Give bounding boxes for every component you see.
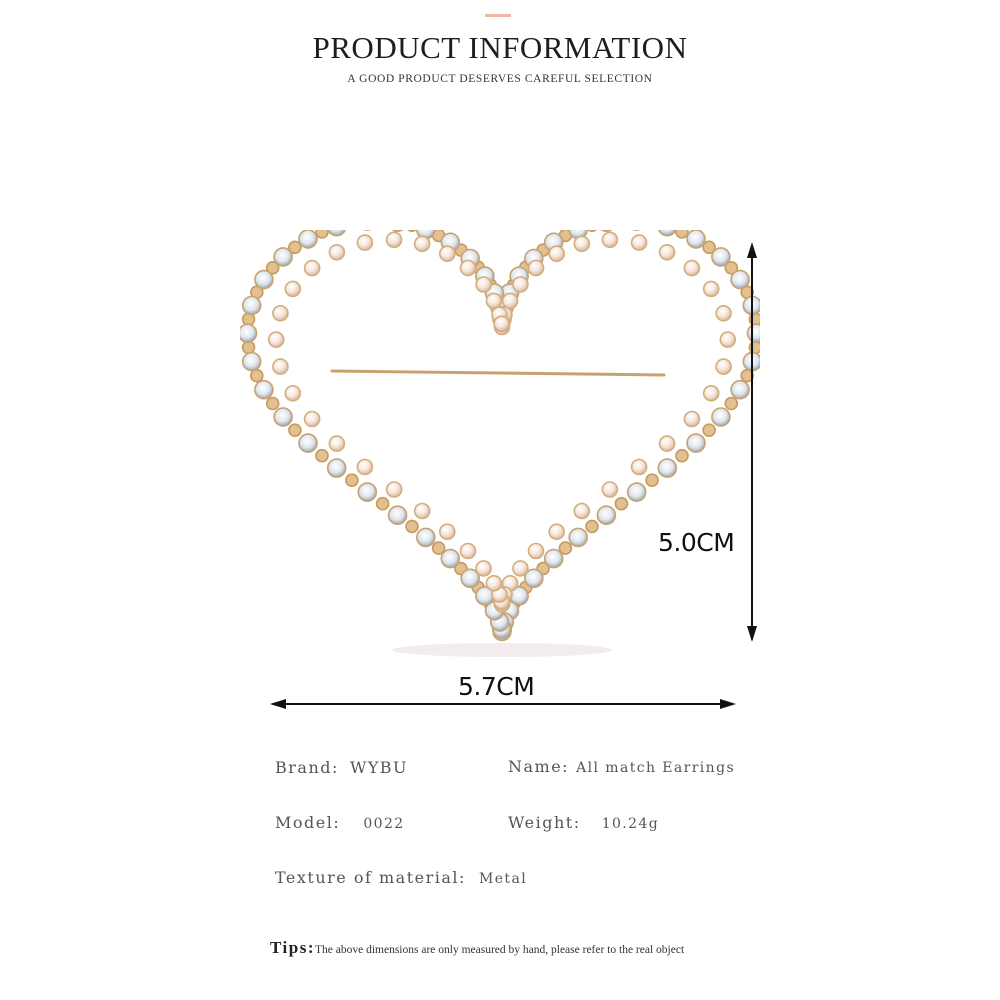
page-title: PRODUCT INFORMATION bbox=[312, 30, 688, 65]
pearl-bead bbox=[602, 232, 617, 247]
gold-frame-bead bbox=[406, 520, 418, 532]
height-dimension-arrow bbox=[742, 240, 762, 644]
pearl-bead bbox=[503, 293, 518, 308]
crystal-stone bbox=[687, 434, 705, 452]
height-dimension-label: 5.0CM bbox=[658, 528, 735, 557]
brand-value: WYBU bbox=[349, 758, 408, 777]
name-value: All match Earrings bbox=[576, 760, 736, 776]
pearl-bead bbox=[305, 412, 320, 427]
pearl-bead bbox=[660, 245, 675, 260]
crystal-stone bbox=[658, 459, 676, 477]
pearl-bead bbox=[285, 386, 300, 401]
pearl-bead bbox=[549, 246, 564, 261]
pearl-bead bbox=[415, 236, 430, 251]
crystal-stone bbox=[441, 550, 459, 568]
gold-frame-bead bbox=[615, 498, 627, 510]
gold-frame-bead bbox=[646, 474, 658, 486]
page-subtitle: A GOOD PRODUCT DESERVES CAREFUL SELECTION bbox=[347, 73, 653, 85]
brooch-shadow bbox=[392, 643, 612, 657]
gold-frame-bead bbox=[267, 398, 279, 410]
pearl-bead bbox=[476, 561, 491, 576]
pearl-bead bbox=[305, 261, 320, 276]
pearl-bead bbox=[461, 544, 476, 559]
crystal-stone bbox=[545, 550, 563, 568]
crystal-stone bbox=[243, 353, 261, 371]
crystal-stone bbox=[712, 248, 730, 266]
pearl-bead bbox=[632, 460, 647, 475]
crystal-stone bbox=[712, 408, 730, 426]
spec-name bbox=[508, 757, 735, 776]
crystal-stone bbox=[328, 459, 346, 477]
crystal-stone bbox=[299, 230, 317, 248]
pearl-bead bbox=[494, 316, 509, 331]
pearl-bead bbox=[716, 306, 731, 321]
pearl-bead bbox=[440, 524, 455, 539]
header-accent-line bbox=[485, 14, 511, 17]
crystal-stone bbox=[597, 230, 615, 231]
brand-label: Brand: bbox=[275, 758, 339, 777]
pearl-bead bbox=[660, 436, 675, 451]
gold-frame-bead bbox=[316, 230, 328, 238]
name-label: Name: bbox=[508, 757, 570, 776]
pearl-bead bbox=[529, 261, 544, 276]
crystal-stone bbox=[658, 230, 676, 236]
gold-frame-bead bbox=[676, 450, 688, 462]
pearl-bead bbox=[273, 359, 288, 374]
pearl-bead bbox=[357, 235, 372, 250]
spec-material bbox=[275, 868, 527, 887]
crystal-stone bbox=[358, 483, 376, 501]
gold-frame-bead bbox=[243, 341, 255, 353]
pearl-bead bbox=[529, 544, 544, 559]
pearl-bead bbox=[440, 246, 455, 261]
brooch-pin bbox=[332, 371, 664, 375]
model-value: 0022 bbox=[363, 816, 405, 832]
spec-brand bbox=[275, 758, 408, 777]
gold-frame-bead bbox=[377, 498, 389, 510]
crystal-stone bbox=[569, 528, 587, 546]
pearl-bead bbox=[476, 277, 491, 292]
tips-label: Tips: bbox=[270, 938, 315, 957]
pearl-bead bbox=[329, 245, 344, 260]
crystal-stone bbox=[417, 528, 435, 546]
pearl-bead bbox=[720, 332, 735, 347]
spec-model bbox=[275, 813, 405, 832]
pearl-bead bbox=[285, 281, 300, 296]
crystal-stone bbox=[243, 297, 261, 315]
crystal-stone bbox=[240, 324, 257, 342]
pearl-bead bbox=[513, 561, 528, 576]
pearl-bead bbox=[269, 332, 284, 347]
pearl-bead bbox=[486, 576, 501, 591]
tips-note bbox=[270, 938, 684, 958]
crystal-stone bbox=[255, 381, 273, 399]
gold-frame-bead bbox=[346, 474, 358, 486]
pearl-bead bbox=[357, 460, 372, 475]
pearl-bead bbox=[273, 306, 288, 321]
heart-brooch-image bbox=[240, 230, 760, 660]
pearl-bead bbox=[415, 504, 430, 519]
pearl-bead bbox=[574, 504, 589, 519]
material-label: Texture of material: bbox=[275, 868, 466, 887]
pearl-bead bbox=[632, 235, 647, 250]
crystal-stone bbox=[328, 230, 346, 236]
pearl-bead bbox=[387, 482, 402, 497]
gold-frame-bead bbox=[725, 398, 737, 410]
pearl-bead bbox=[704, 281, 719, 296]
crystal-stone bbox=[628, 483, 646, 501]
pearl-bead bbox=[549, 524, 564, 539]
spec-weight bbox=[508, 813, 659, 832]
pearl-bead bbox=[574, 236, 589, 251]
gold-frame-bead bbox=[703, 424, 715, 436]
crystal-stone bbox=[274, 408, 292, 426]
pearl-bead bbox=[602, 482, 617, 497]
crystal-stone bbox=[389, 230, 407, 231]
tips-text: The above dimensions are only measured by hand, please refer to the real object bbox=[315, 944, 685, 956]
width-dimension-label: 5.7CM bbox=[458, 672, 535, 701]
weight-label: Weight: bbox=[508, 813, 581, 832]
gold-frame-bead bbox=[316, 450, 328, 462]
pearl-bead bbox=[684, 261, 699, 276]
crystal-stone bbox=[255, 271, 273, 289]
crystal-stone bbox=[299, 434, 317, 452]
material-value: Metal bbox=[479, 871, 528, 887]
pearl-bead bbox=[486, 293, 501, 308]
pearl-bead bbox=[684, 412, 699, 427]
weight-value: 10.24g bbox=[601, 816, 660, 832]
pearl-bead bbox=[716, 359, 731, 374]
gold-frame-bead bbox=[676, 230, 688, 238]
crystal-stone bbox=[389, 506, 407, 524]
gold-frame-bead bbox=[289, 424, 301, 436]
pearl-bead bbox=[387, 232, 402, 247]
model-label: Model: bbox=[275, 813, 341, 832]
gold-frame-bead bbox=[251, 370, 263, 382]
gold-frame-bead bbox=[586, 520, 598, 532]
pearl-bead bbox=[461, 261, 476, 276]
crystal-stone bbox=[597, 506, 615, 524]
pearl-bead bbox=[704, 386, 719, 401]
crystal-stone bbox=[687, 230, 705, 248]
pearl-bead bbox=[329, 436, 344, 451]
crystal-stone bbox=[274, 248, 292, 266]
pearl-bead bbox=[513, 277, 528, 292]
